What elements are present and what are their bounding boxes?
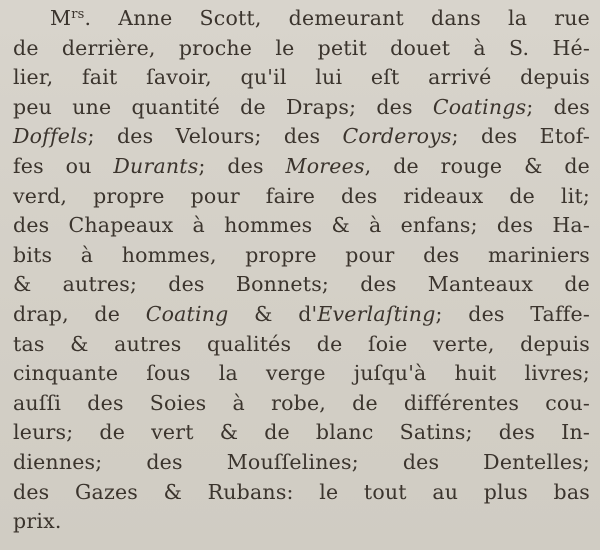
text-line [13,507,590,537]
text-line [13,359,590,389]
text-segment: M [50,6,72,30]
text-segment: ; des [526,94,590,119]
text-segment: bits à hommes, propre pour des mariniers [13,242,590,267]
text-segment: ; des Taffe- [435,301,591,326]
text-line [13,418,590,448]
italic-term: Morees [285,153,365,178]
text-line [13,122,590,152]
text-line [13,63,590,93]
text-line [13,300,590,330]
text-segment: ; des [198,153,286,178]
text-segment: cinquante ſous la verge juſqu'à huit livres; [13,361,590,386]
text-line [13,270,590,300]
text-segment: prix. [13,509,62,534]
text-segment: & autres; des Bonnets; des Manteaux de [13,272,590,297]
text-segment: des Gazes & Rubans: le tout au plus bas [13,479,590,504]
text-segment: diennes; des Mouſſelines; des Dentelles; [13,449,590,474]
text-segment: & d' [228,301,318,326]
superscript: rs [71,7,85,22]
text-segment: verd, propre pour faire des rideaux de lit; [13,183,590,208]
text-line [13,34,590,64]
italic-term: Coatings [432,94,527,119]
text-segment: fes ou [13,153,114,178]
text-segment: de derrière, proche le petit douet à S. Hé- [13,35,590,60]
text-segment: des Chapeaux à hommes & à enfans; des Ha- [13,213,590,238]
text-line [13,182,590,212]
text-segment: leurs; de vert & de blanc Satins; des In- [13,420,590,445]
text-segment: drap, de [13,301,146,326]
text-line [13,241,590,271]
text-segment: , de rouge & de [364,153,590,178]
text-line [13,389,590,419]
text-line [13,478,590,508]
text-segment: ; des Etof- [451,124,590,149]
text-segment: lier, fait ſavoir, qu'il lui eſt arrivé depuis [13,65,590,90]
text-segment: ; des Velours; des [87,124,343,149]
text-line [13,448,590,478]
italic-term: Everlaſting [317,301,436,326]
text-line [13,93,590,123]
text-line [13,330,590,360]
text-segment: tas & autres qualités de ſoie verte, depuis [13,331,590,356]
text-line [13,4,590,34]
text-segment: auſſi des Soies à robe, de différentes cou- [13,390,590,415]
italic-term: Doffels [13,124,88,149]
text-line [13,152,590,182]
text-segment: . Anne Scott, demeurant dans la rue [84,6,590,30]
advertisement-text [13,4,590,537]
italic-term: Durants [113,153,199,178]
text-segment: peu une quantité de Draps; des [13,94,433,119]
text-line [13,211,590,241]
italic-term: Corderoys [342,124,452,149]
italic-term: Coating [145,301,229,326]
